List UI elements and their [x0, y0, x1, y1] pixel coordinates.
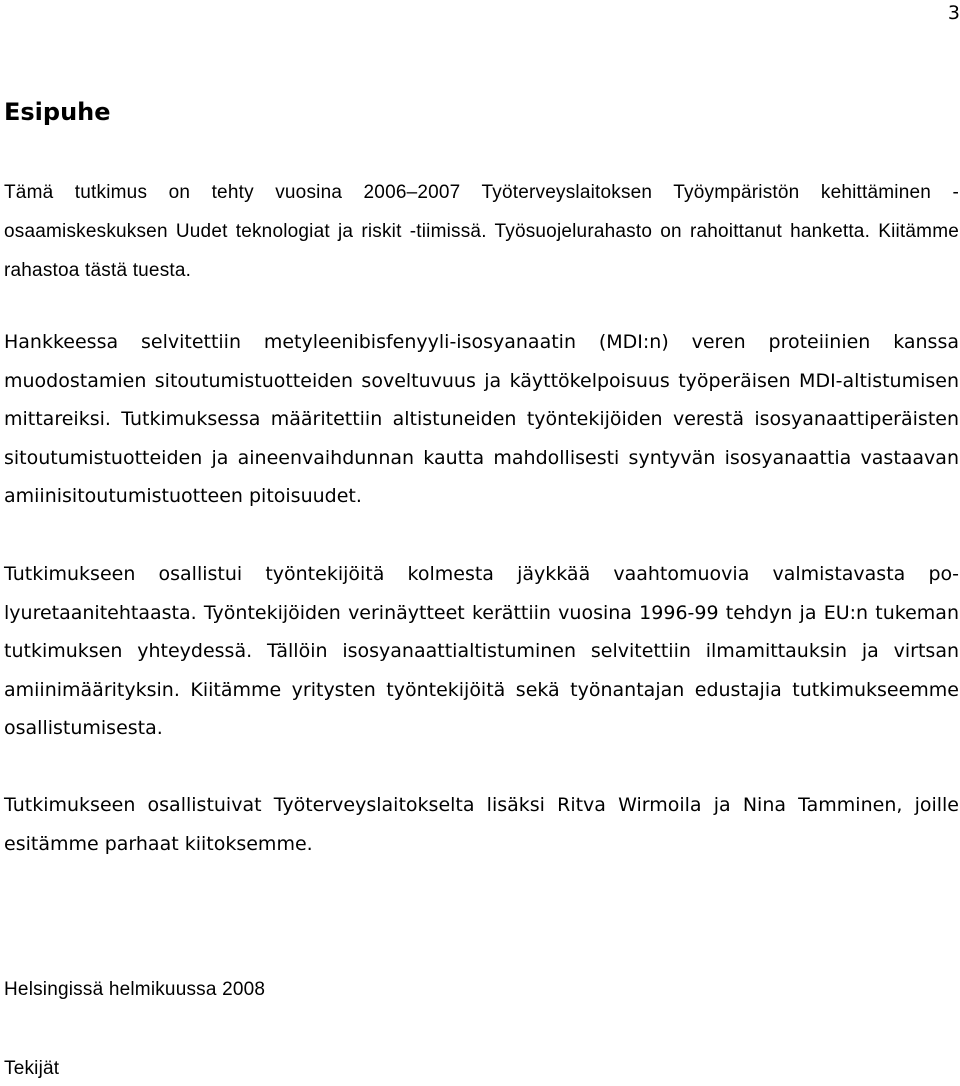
preface-paragraph-2: Hankkeessa selvitettiin metyleenibisfenyyli-isosyanaatin (MDI:n) veren proteiinien kanssa muodostamien sitoutumistuotteiden soveltuvuus ja käyttökelpoisuus työperäisen MDI-altistumisen mittareiksi. Tutkimuksessa määritettiin altistuneiden työntekijöiden verestä isosyanaattiperäisten sitoutumistuotteiden ja aineenvaihdunnan kautta mahdollisesti syntyvän isosyanaattia vastaavan amiinisitoutumistuotteen pitoisuudet. [4, 331, 959, 507]
page-number: 3 [947, 2, 960, 24]
page-title: Esipuhe [4, 98, 111, 126]
preface-paragraph-3: Tutkimukseen osallistui työntekijöitä kolmesta jäykkää vaahtomuovia valmistavasta polyuretaanitehtaasta. Työntekijöiden verinäytteet kerättiin vuosina 1996-99 tehdyn ja EU:n tukeman tutkimuksen yhteydessä. Tällöin isosyanaattialtistuminen selvitettiin ilmamittauksin ja virtsan amiinimäärityksin. Kiitämme yritysten työntekijöitä sekä työnantajan edustajia tutkimukseemme osallistumisesta. [4, 563, 959, 739]
preface-paragraph-1: Tämä tutkimus on tehty vuosina 2006–2007 Työterveyslaitoksen Työympäristön kehittäminen -osaamiskeskuksen Uudet teknologiat ja riskit -tiimissä. Työsuojelurahasto on rahoittanut hanketta. Kiitämme rahastoa tästä tuesta. [4, 182, 959, 281]
place-and-date: Helsingissä helmikuussa 2008 [4, 979, 266, 1000]
signature: Tekijät [4, 1058, 60, 1079]
preface-paragraph-4: Tutkimukseen osallistuivat Työterveyslaitokselta lisäksi Ritva Wirmoila ja Nina Tamminen, joille esitämme parhaat kiitoksemme. [4, 794, 959, 855]
